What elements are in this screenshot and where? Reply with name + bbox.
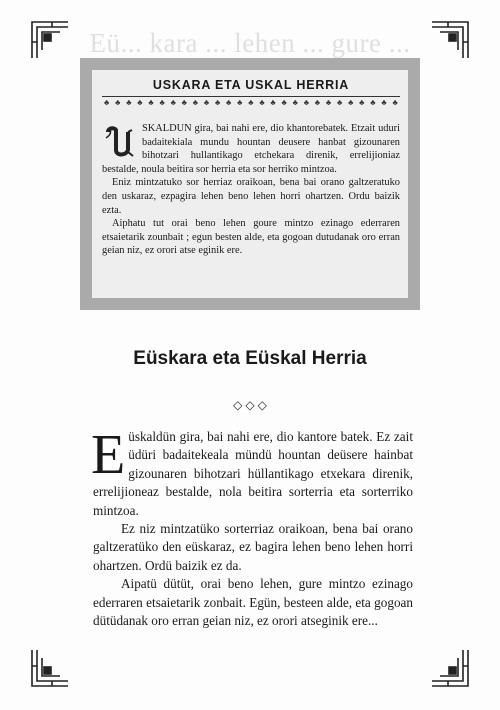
article-title: Eüskara eta Eüskal Herria: [133, 348, 367, 369]
article-body: [91, 424, 413, 630]
clipping-paragraph-1: SKALDUN gira, bai nahi ere, dio khantorebatek. Etzait uduri badaitekiala mundu hountan deusere hanbat gizounaren bihotzari hullantikago etchekara direnik, errelijioniaz bestalde, noula beitira sor herria eta sor herriko mintzoa.: [102, 123, 400, 175]
corner-ornament-bottom-right: [430, 648, 470, 688]
clipping-initial: [102, 124, 138, 160]
clipping-paper: [92, 70, 408, 298]
clipping-paragraph-3: Aiphatu tut orai beno lehen goure mintzo ezinago ederraren etsaietarik zounbait ; egun besten alde, eta gogoan dutudanak oro erran geian niz, ez orori atse eginik ere.: [102, 218, 400, 257]
clipping-flourish: ♣ ♣ ♣ ♣ ♣ ♣ ♣ ♣ ♣ ♣ ♣ ♣ ♣ ♣ ♣ ♣ ♣ ♣ ♣ ♣ ♣ ♣ ♣ ♣ ♣ ♣ ♣: [104, 98, 398, 107]
clipping-rule: [102, 96, 400, 97]
clipping-body: [102, 122, 400, 258]
article-paragraph-1: üskaldün gira, bai nahi ere, dio kantore batek. Ez zait üdüri badaitekeala mündü hountan deüsere hainbat gizounaren bihotzari hüllantikago etxekara direnik, errelijioneaz bestalde, nola beitira sorterria eta sorterriko mintzoa.: [93, 429, 413, 518]
framed-clipping: [80, 58, 420, 310]
bleed-through-text: Eü... kara ... lehen ... gure ...: [89, 28, 411, 58]
clipping-title: USKARA ETA USKAL HERRIA: [152, 78, 350, 92]
article-paragraph-3: Aipatü dütüt, orai beno lehen, gure mintzo ezinago ederraren etsaietarik zonbait. Egün, besteen alde, eta gogoan dütüdanak oro erran geian niz, ez orori atseginik ere...: [93, 576, 413, 629]
article-paragraph-2: Ez niz mintzatüko sorterriaz oraikoan, bena bai orano galtzeratüko den eüskaraz, ez bagira lehen beno lehen horri ohartzen. Ordü baizik ez da.: [93, 521, 413, 573]
clipping-paragraph-2: Eniz mintzatuko sor herriaz oraikoan, bena bai orano galtzeratuko den uskaraz, ezpagira lehen beno lehen horri ohartzen. Ordu baizik ezta.: [102, 177, 400, 216]
corner-ornament-bottom-left: [30, 648, 70, 688]
diamond-ornament: ◇ ◇ ◇: [233, 398, 267, 412]
drop-cap: E: [91, 424, 126, 486]
